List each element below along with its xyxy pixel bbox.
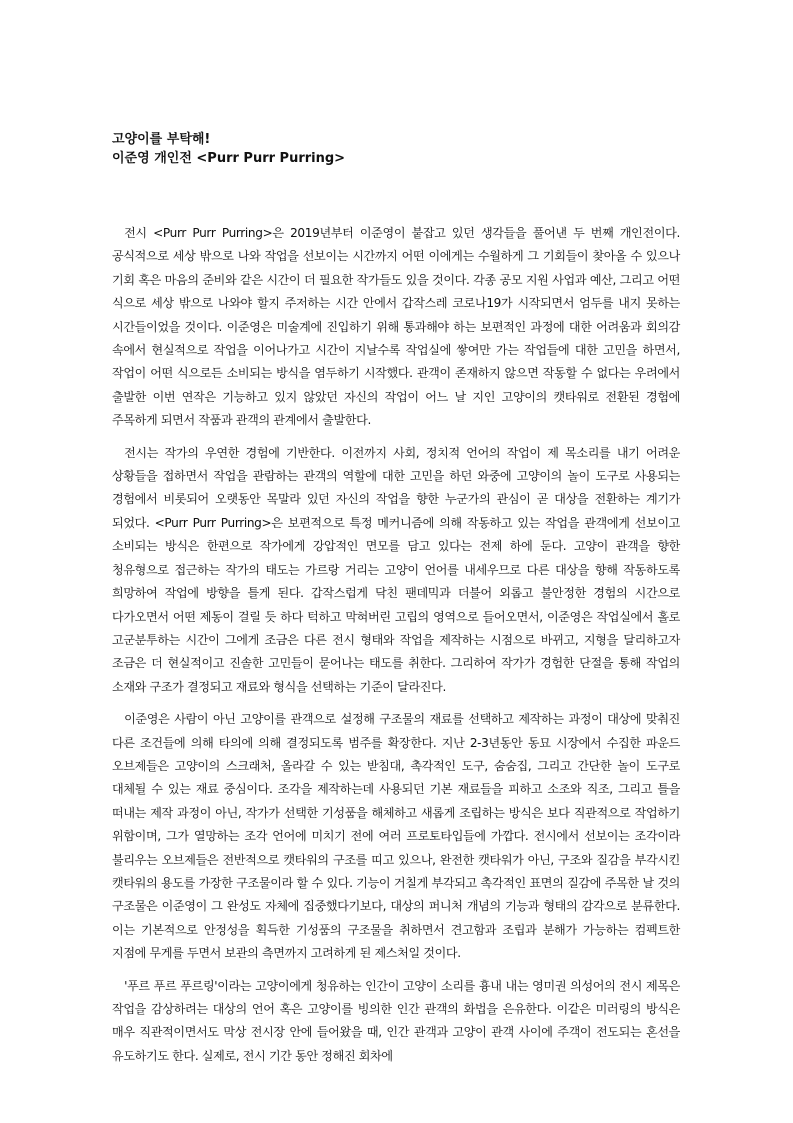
document-subtitle: 이준영 개인전 <Purr Purr Purring>: [112, 151, 346, 166]
paragraph-3: 이준영은 사람이 아닌 고양이를 관객으로 설정해 구조물의 재료를 선택하고 제작하는 과정이 대상에 맞춰진 다른 조건들에 의해 타의에 의해 결정되도록 범주를 확장한다. 지난 2-3년동안 동묘 시장에서 수집한 파운드 오브제들은 고양이의 스크래처, 올라갈 수 있는 받침대, 촉각적인 도구, 숨숨집, 그리고 간단한 놀이 도구로 대체될 수 있는 재료 중심이다. 조각을 제작하는데 사용되던 기본 재료들을 피하고 소조와 직조, 그리고 틀을 떠내는 제작 과정이 아닌, 작가가 선택한 기성품을 해체하고 새롭게 조립하는 방식은 보다 직관적으로 작업하기 위함이며, 그가 열망하는 조각 언어에 미치기 전에 여러 프로토타입들에 가깝다. 전시에서 선보이는 조각이라 불리우는 오브제들은 전반적으로 캣타워의 구조를 띠고 있으나, 완전한 캣타워가 아닌, 구조와 질감을 부각시킨 캣타워의 용도를 가장한 구조물이라 할 수 있다. 기능이 거칠게 부각되고 촉각적인 표면의 질감에 주목한 날 것의 구조물은 이준영이 그 완성도 자체에 집중했다기보다, 대상의 퍼니처 개념의 기능과 형태의 감각으로 분류한다. 이는 기본적으로 안정성을 획득한 기성품의 구조물을 취하면서 견고함과 조립과 분해가 가능하는 컴펙트한 지점에 무게를 두면서 보관의 측면까지 고려하게 된 제스처일 것이다.: [112, 712, 680, 961]
document-page: [112, 130, 680, 1077]
document-title: 고양이를 부탁해!: [112, 132, 211, 147]
document-body: [112, 222, 680, 1068]
paragraph-1: 전시 <Purr Purr Purring>은 2019년부터 이준영이 붙잡고 있던 생각들을 풀어낸 두 번째 개인전이다. 공식적으로 세상 밖으로 나와 작업을 선보이는 시간까지 어떤 이에게는 수월하게 그 기회들이 찾아올 수 있으나 기회 혹은 마음의 준비와 같은 시간이 더 필요한 작가들도 있을 것이다. 각종 공모 지원 사업과 예산, 그리고 어떤 식으로 세상 밖으로 나와야 할지 주저하는 시간 안에서 갑작스레 코로나19가 시작되면서 엄두를 내지 못하는 시간들이었을 것이다. 이준영은 미술계에 진입하기 위해 통과해야 하는 보편적인 과정에 대한 어려움과 회의감 속에서 현실적으로 작업을 이어나가고 시간이 지날수록 작업실에 쌓여만 가는 작업들에 대한 고민을 하면서, 작업이 어떤 식으로든 소비되는 방식을 염두하기 시작했다. 관객이 존재하지 않으면 작동할 수 없다는 우려에서 출발한 이번 연작은 기능하고 있지 않았던 자신의 작업이 어느 날 지인 고양이의 캣타워로 전환된 경험에 주목하게 되면서 작품과 관객의 관계에서 출발한다.: [112, 226, 680, 428]
paragraph-2: 전시는 작가의 우연한 경험에 기반한다. 이전까지 사회, 정치적 언어의 작업이 제 목소리를 내기 어려운 상황들을 접하면서 작업을 관람하는 관객의 역할에 대한 고민을 하던 와중에 고양이의 놀이 도구로 사용되는 경험에서 비롯되어 오랫동안 목말라 있던 자신의 작업을 향한 누군가의 관심이 곧 대상을 전환하는 계기가 되었다. <Purr Purr Purring>은 보편적으로 특정 메커니즘에 의해 작동하고 있는 작업을 관객에게 선보이고 소비되는 방식은 한편으로 작가에게 강압적인 면모를 담고 있다는 전제 하에 둔다. 고양이 관객을 향한 청유형으로 접근하는 작가의 태도는 가르랑 거리는 고양이 언어를 내세우므로 다른 대상을 향해 작동하도록 희망하여 작업에 방향을 틀게 된다. 갑작스럽게 닥친 팬데믹과 더불어 외롭고 불안정한 경험의 시간으로 다가오면서 어떤 제동이 걸릴 듯 하다 턱하고 막혀버린 고립의 영역으로 들어오면서, 이준영은 작업실에서 홀로 고군분투하는 시간이 그에게 조금은 다른 전시 형태와 작업을 제작하는 시점으로 바뀌고, 지형을 달리하고자 조금은 더 현실적이고 진솔한 고민들이 묻어나는 태도를 취한다. 그리하여 작가가 경험한 단절을 통해 작업의 소재와 구조가 결정되고 재료와 형식을 선택하는 기준이 달라진다.: [112, 445, 680, 694]
paragraph-4: '푸르 푸르 푸르링'이라는 고양이에게 청유하는 인간이 고양이 소리를 흉내 내는 영미권 의성어의 전시 제목은 작업을 감상하려는 대상의 언어 혹은 고양이를 빙의한 인간 관객의 화법을 은유한다. 이같은 미러링의 방식은 매우 직관적이면서도 막상 전시장 안에 들어왔을 때, 인간 관객과 고양이 관객 사이에 주객이 전도되는 혼선을 유도하기도 한다. 실제로, 전시 기간 동안 정해진 회차에: [112, 978, 680, 1063]
